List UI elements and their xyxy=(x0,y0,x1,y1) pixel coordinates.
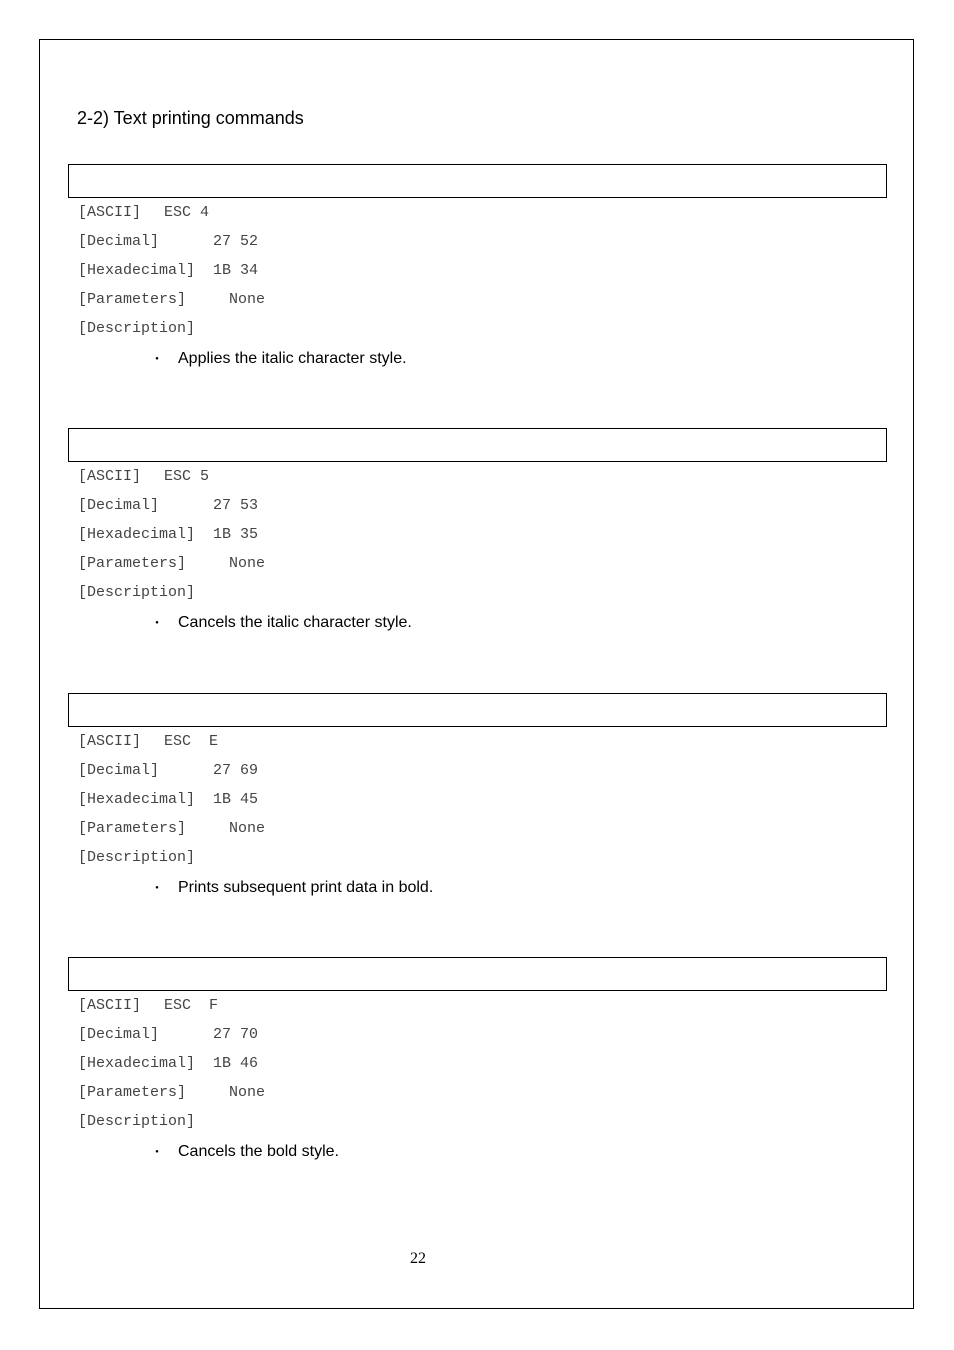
hex-row xyxy=(68,785,887,814)
decimal-label: [Decimal] xyxy=(78,1026,160,1043)
ascii-label: [ASCII] xyxy=(78,733,142,750)
decimal-value: 27 69 xyxy=(213,762,259,779)
page-number: 22 xyxy=(410,1250,426,1267)
ascii-label: [ASCII] xyxy=(78,204,142,221)
command-block-esc-4 xyxy=(68,164,887,375)
hex-label: [Hexadecimal] xyxy=(78,791,196,808)
hex-label: [Hexadecimal] xyxy=(78,262,196,279)
parameters-value: None xyxy=(229,291,266,308)
decimal-row xyxy=(68,756,887,785)
description-row xyxy=(68,314,887,343)
ascii-label: [ASCII] xyxy=(78,997,142,1014)
ascii-row xyxy=(68,462,887,491)
parameters-label: [Parameters] xyxy=(78,291,187,308)
description-row xyxy=(68,578,887,607)
description-text: Cancels the bold style. xyxy=(178,1143,339,1160)
hex-label: [Hexadecimal] xyxy=(78,526,196,543)
command-header-box xyxy=(68,957,887,991)
command-header-box xyxy=(68,164,887,198)
description-bullet-item xyxy=(68,872,887,904)
command-block-esc-5 xyxy=(68,428,887,639)
bullet-icon: ・ xyxy=(150,351,164,367)
description-row xyxy=(68,843,887,872)
command-block-esc-e xyxy=(68,693,887,904)
section-title: 2-2) Text printing commands xyxy=(77,108,304,128)
decimal-row xyxy=(68,1020,887,1049)
parameters-row xyxy=(68,549,887,578)
description-text: Applies the italic character style. xyxy=(178,350,407,367)
description-label: [Description] xyxy=(78,1113,196,1130)
command-header-box xyxy=(68,428,887,462)
bullet-icon: ・ xyxy=(150,615,164,631)
decimal-value: 27 53 xyxy=(213,497,259,514)
ascii-row xyxy=(68,991,887,1020)
hex-label: [Hexadecimal] xyxy=(78,1055,196,1072)
description-label: [Description] xyxy=(78,584,196,601)
command-block-esc-f xyxy=(68,957,887,1168)
parameters-value: None xyxy=(229,1084,266,1101)
ascii-row xyxy=(68,198,887,227)
hex-row xyxy=(68,520,887,549)
parameters-label: [Parameters] xyxy=(78,820,187,837)
ascii-label: [ASCII] xyxy=(78,468,142,485)
hex-value: 1B 34 xyxy=(213,262,259,279)
ascii-value: ESC 5 xyxy=(164,468,210,485)
description-text: Cancels the italic character style. xyxy=(178,614,412,631)
decimal-value: 27 52 xyxy=(213,233,259,250)
description-text: Prints subsequent print data in bold. xyxy=(178,879,434,896)
description-bullet-item xyxy=(68,1136,887,1168)
bullet-icon: ・ xyxy=(150,880,164,896)
description-bullet-item xyxy=(68,343,887,375)
parameters-label: [Parameters] xyxy=(78,1084,187,1101)
decimal-label: [Decimal] xyxy=(78,233,160,250)
decimal-value: 27 70 xyxy=(213,1026,259,1043)
command-header-box xyxy=(68,693,887,727)
parameters-value: None xyxy=(229,820,266,837)
decimal-row xyxy=(68,491,887,520)
ascii-value: ESC E xyxy=(164,733,219,750)
hex-value: 1B 46 xyxy=(213,1055,259,1072)
hex-row xyxy=(68,1049,887,1078)
parameters-row xyxy=(68,1078,887,1107)
parameters-label: [Parameters] xyxy=(78,555,187,572)
description-bullet-item xyxy=(68,607,887,639)
hex-row xyxy=(68,256,887,285)
parameters-row xyxy=(68,285,887,314)
parameters-row xyxy=(68,814,887,843)
ascii-row xyxy=(68,727,887,756)
description-label: [Description] xyxy=(78,320,196,337)
parameters-value: None xyxy=(229,555,266,572)
description-label: [Description] xyxy=(78,849,196,866)
ascii-value: ESC 4 xyxy=(164,204,210,221)
hex-value: 1B 35 xyxy=(213,526,259,543)
bullet-icon: ・ xyxy=(150,1144,164,1160)
decimal-label: [Decimal] xyxy=(78,497,160,514)
description-row xyxy=(68,1107,887,1136)
decimal-row xyxy=(68,227,887,256)
hex-value: 1B 45 xyxy=(213,791,259,808)
decimal-label: [Decimal] xyxy=(78,762,160,779)
ascii-value: ESC F xyxy=(164,997,219,1014)
